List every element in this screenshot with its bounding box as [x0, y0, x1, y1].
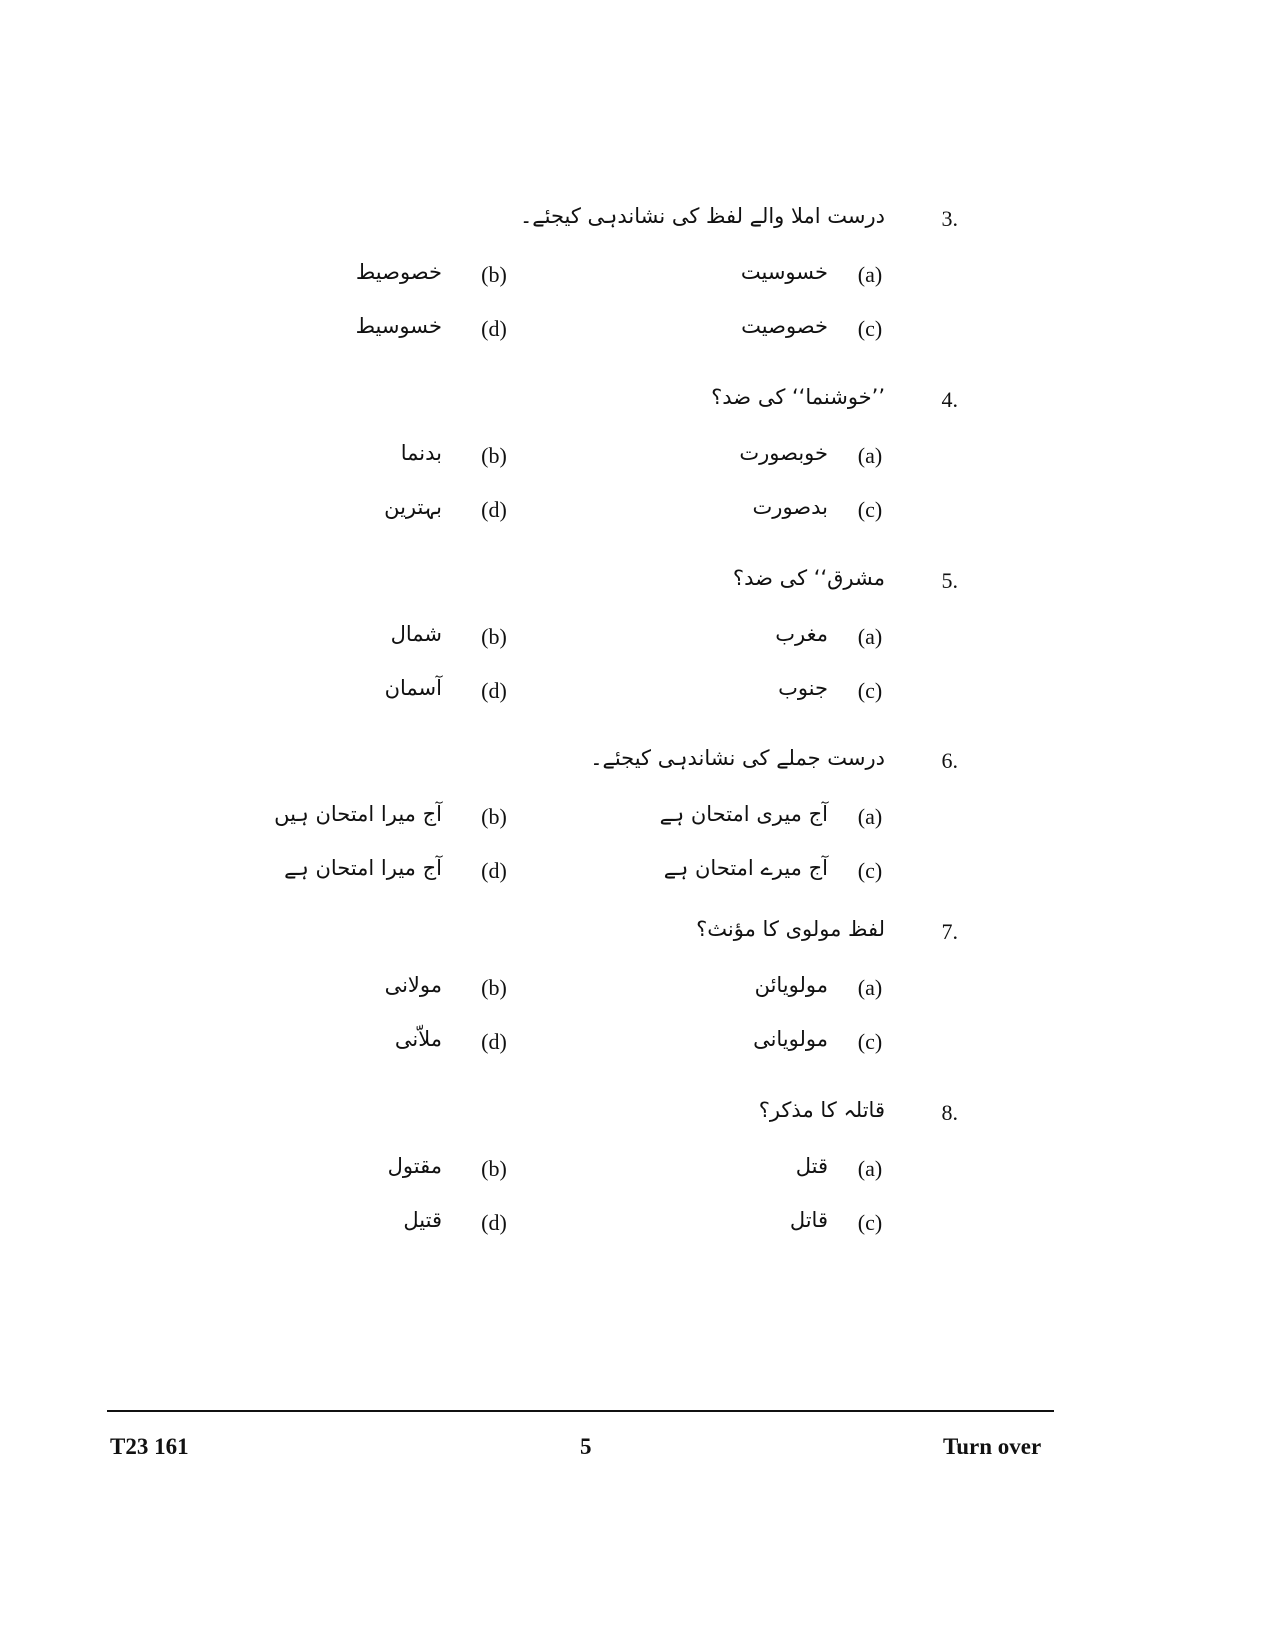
option-text-a: خسوسیت	[740, 260, 828, 284]
page-number: 5	[580, 1434, 592, 1459]
question-3	[0, 205, 1275, 365]
option-label-b: (b)	[481, 804, 507, 829]
option-label-a: (a)	[857, 804, 883, 829]
option-text-a: مغرب	[775, 622, 828, 646]
option-label-a: (a)	[857, 624, 883, 649]
question-number: 8.	[941, 1100, 958, 1125]
question-number: 7.	[941, 919, 958, 944]
question-text: درست جملے کی نشاندہی کیجئے۔	[590, 746, 885, 770]
question-4	[0, 386, 1275, 546]
option-text-c: بدصورت	[752, 495, 828, 519]
option-label-a: (a)	[857, 443, 883, 468]
option-text-a: مولویائن	[754, 973, 828, 997]
question-text: مشرق‘‘ کی ضد؟	[732, 566, 885, 590]
option-label-d: (d)	[481, 678, 507, 703]
option-text-b: مقتول	[387, 1154, 442, 1178]
option-label-d: (d)	[481, 858, 507, 883]
question-number: 5.	[941, 568, 958, 593]
question-number: 4.	[941, 387, 958, 412]
question-5	[0, 567, 1275, 727]
option-text-a: خوبصورت	[739, 441, 828, 465]
option-text-a: قتل	[795, 1154, 828, 1178]
turn-over-note: Turn over	[943, 1434, 1042, 1459]
option-text-a: آج میری امتحان ہے	[659, 802, 828, 826]
question-number: 6.	[941, 748, 958, 773]
option-label-d: (d)	[481, 1210, 507, 1235]
option-text-d: آسمان	[384, 676, 442, 700]
option-label-c: (c)	[857, 1210, 883, 1235]
option-text-c: مولویانی	[753, 1027, 828, 1051]
option-label-b: (b)	[481, 262, 507, 287]
option-label-a: (a)	[857, 262, 883, 287]
option-text-b: بدنما	[400, 441, 442, 465]
option-text-d: قتیل	[403, 1208, 442, 1232]
option-label-c: (c)	[857, 497, 883, 522]
question-text: ’’خوشنما‘‘ کی ضد؟	[711, 385, 885, 409]
question-text: قاتلہ کا مذکر؟	[758, 1098, 885, 1122]
question-6	[0, 747, 1275, 907]
option-text-b: خصوصیط	[355, 260, 442, 284]
option-text-c: قاتل	[789, 1208, 828, 1232]
option-text-d: بہترین	[384, 495, 442, 519]
question-number: 3.	[941, 206, 958, 231]
option-label-b: (b)	[481, 1156, 507, 1181]
option-label-d: (d)	[481, 497, 507, 522]
option-label-a: (a)	[857, 1156, 883, 1181]
option-label-c: (c)	[857, 858, 883, 883]
question-8	[0, 1099, 1275, 1259]
option-label-b: (b)	[481, 443, 507, 468]
option-label-c: (c)	[857, 1029, 883, 1054]
option-label-b: (b)	[481, 975, 507, 1000]
option-text-d: خسوسیط	[355, 314, 442, 338]
option-text-c: خصوصیت	[741, 314, 828, 338]
option-text-b: شمال	[390, 622, 442, 646]
question-text: لفظ مولوی کا مؤنث؟	[696, 917, 885, 941]
option-label-d: (d)	[481, 316, 507, 341]
question-7	[0, 918, 1275, 1078]
option-label-c: (c)	[857, 316, 883, 341]
option-text-d: آج میرا امتحان ہے	[284, 856, 442, 880]
option-label-a: (a)	[857, 975, 883, 1000]
option-label-d: (d)	[481, 1029, 507, 1054]
option-text-b: مولانی	[384, 973, 442, 997]
paper-code: T23 161	[110, 1434, 189, 1459]
question-text: درست املا والے لفظ کی نشاندہی کیجئے۔	[520, 204, 885, 228]
option-label-b: (b)	[481, 624, 507, 649]
footer-divider	[107, 1410, 1054, 1412]
option-text-c: آج میرے امتحان ہے	[663, 856, 828, 880]
option-text-c: جنوب	[778, 676, 828, 700]
option-text-d: ملاّنی	[394, 1027, 442, 1051]
option-text-b: آج میرا امتحان ہیں	[274, 802, 442, 826]
option-label-c: (c)	[857, 678, 883, 703]
